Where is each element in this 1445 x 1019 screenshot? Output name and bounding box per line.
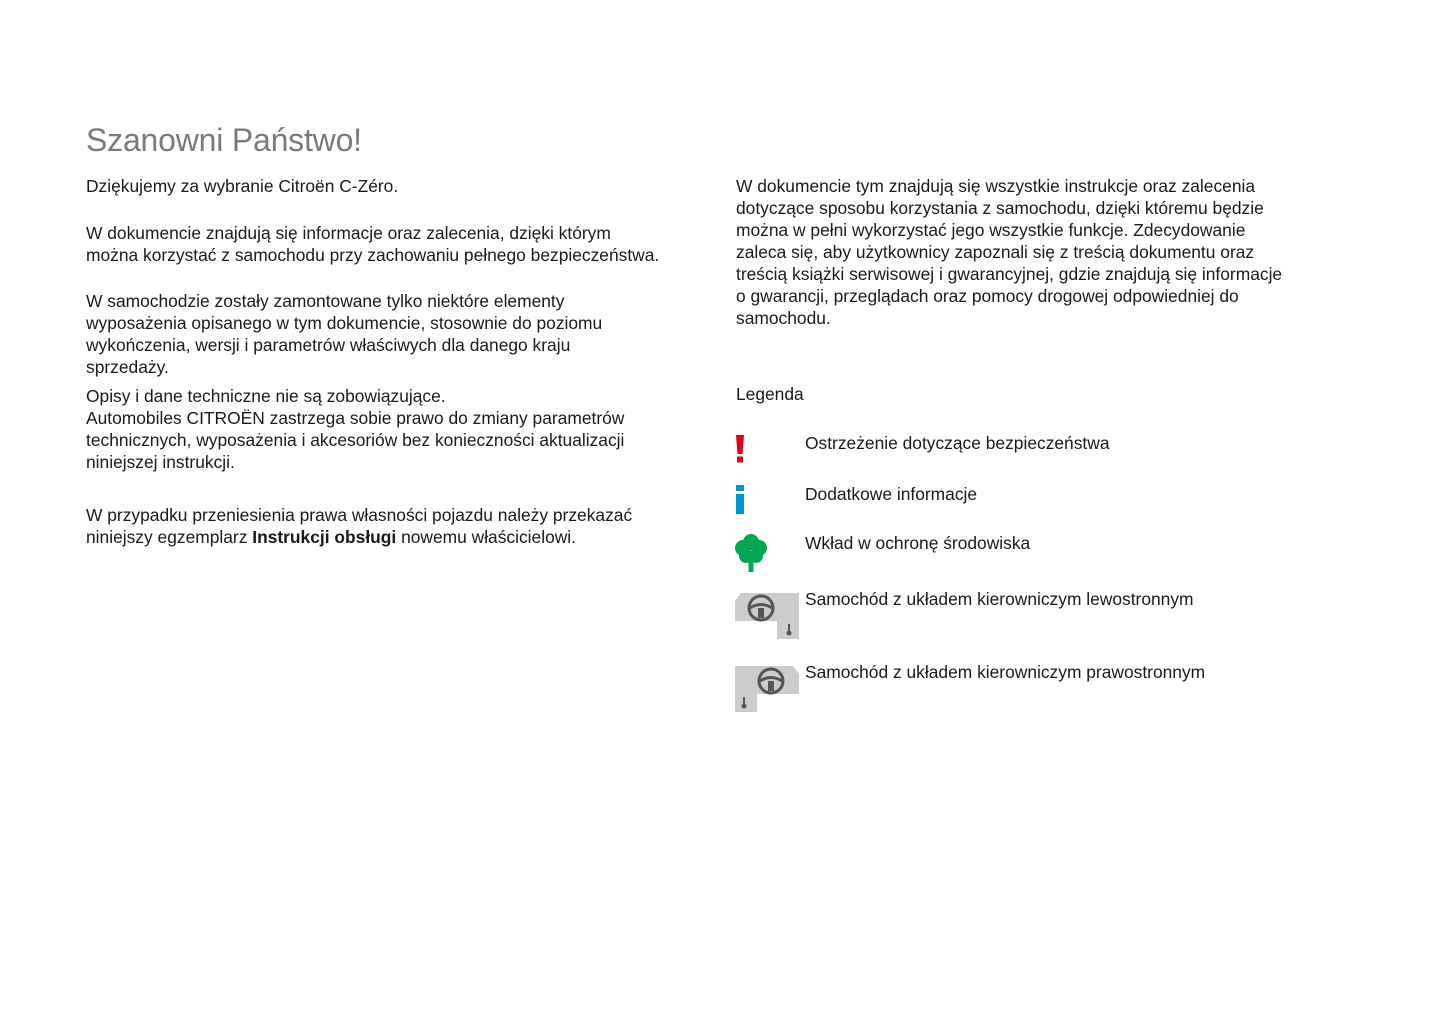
legend-label-warning: Ostrzeżenie dotyczące bezpieczeństwa	[805, 433, 1110, 453]
page-title: Szanowni Państwo!	[86, 122, 362, 158]
left-hand-drive-icon	[735, 591, 799, 639]
disclaimer-line-1: Opisy i dane techniczne nie są zobowiązujące.	[86, 386, 446, 406]
legend-title: Legenda	[736, 384, 804, 404]
legend-label-left-hand-drive: Samochód z układem kierowniczym lewostronnym	[805, 589, 1194, 609]
document-line-6: o gwarancji, przeglądach oraz pomocy drogowej odpowiedniej do	[736, 286, 1239, 306]
legend-label-environment: Wkład w ochronę środowiska	[805, 533, 1031, 553]
disclaimer-line-3: technicznych, wyposażenia i akcesoriów bez konieczności aktualizacji	[86, 430, 625, 450]
document-line-5: treścią książki serwisowej i gwarancyjnej, gdzie znajdują się informacje	[736, 264, 1283, 284]
disclaimer-paragraph	[86, 385, 696, 473]
document-line-4: zaleca się, aby użytkownicy zapoznali się z treścią dokumentu oraz	[736, 242, 1255, 262]
ownership-line-1: W przypadku przeniesienia prawa własności pojazdu należy przekazać	[86, 505, 633, 525]
legend-label-right-hand-drive: Samochód z układem kierowniczym prawostronnym	[805, 662, 1206, 682]
intro-text: Dziękujemy za wybranie Citroën C-Zéro.	[86, 176, 399, 196]
document-line-1: W dokumencie tym znajdują się wszystkie instrukcje oraz zalecenia	[736, 176, 1256, 196]
document-paragraph	[736, 175, 1346, 329]
disclaimer-line-2: Automobiles CITROËN zastrzega sobie prawo do zmiany parametrów	[86, 408, 625, 428]
legend-label-info: Dodatkowe informacje	[805, 484, 978, 504]
ownership-paragraph	[86, 504, 696, 548]
equipment-line-1: W samochodzie zostały zamontowane tylko niektóre elementy	[86, 291, 565, 311]
equipment-line-3: wykończenia, wersji i parametrów właściwych dla danego kraju	[86, 335, 571, 355]
ownership-line-2-post: nowemu właścicielowi.	[396, 527, 576, 547]
intro-paragraph	[86, 175, 696, 197]
info-paragraph	[86, 222, 696, 266]
info-line-2: można korzystać z samochodu przy zachowaniu pełnego bezpieczeństwa.	[86, 245, 660, 265]
tree-icon	[734, 533, 768, 573]
equipment-line-4: sprzedaży.	[86, 357, 169, 377]
info-line-1: W dokumencie znajdują się informacje oraz zalecenia, dzięki którym	[86, 223, 611, 243]
info-icon	[734, 485, 746, 515]
document-line-3: można w pełni wykorzystać jego wszystkie funkcje. Zdecydowanie	[736, 220, 1246, 240]
right-hand-drive-icon	[735, 664, 799, 712]
document-line-7: samochodu.	[736, 308, 831, 328]
disclaimer-line-4: niniejszej instrukcji.	[86, 452, 235, 472]
document-line-2: dotyczące sposobu korzystania z samochodu, dzięki któremu będzie	[736, 198, 1264, 218]
manual-name-bold: Instrukcji obsługi	[252, 527, 397, 547]
ownership-line-2-pre: niniejszy egzemplarz	[86, 527, 253, 547]
equipment-paragraph	[86, 290, 696, 378]
equipment-line-2: wyposażenia opisanego w tym dokumencie, stosownie do poziomu	[86, 313, 603, 333]
warning-exclamation-icon	[733, 434, 747, 464]
